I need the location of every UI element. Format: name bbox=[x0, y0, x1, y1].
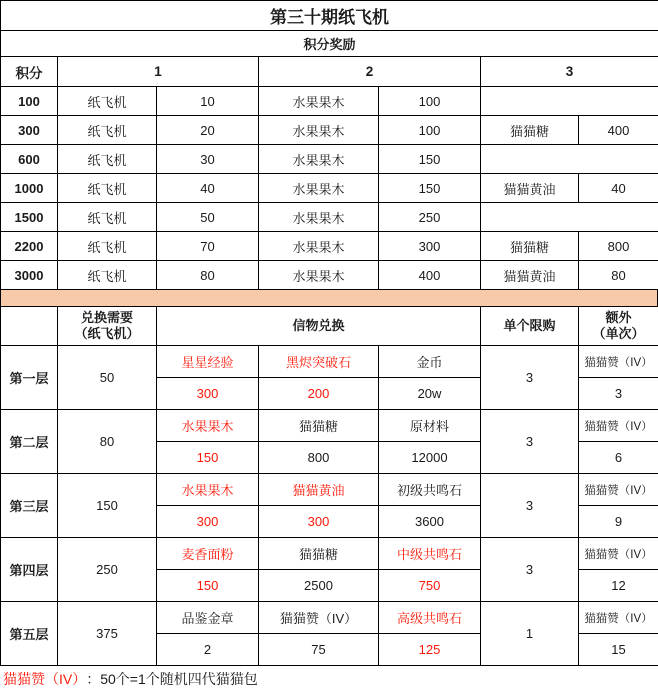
item-name-cell[interactable]: 水果果木 bbox=[157, 410, 259, 442]
extra-item-cell[interactable]: 猫猫赞（IV） bbox=[579, 346, 658, 378]
reward3-empty-cell[interactable] bbox=[481, 203, 658, 232]
col-header-group1[interactable]: 1 bbox=[58, 57, 259, 87]
reward3-item-cell[interactable]: 猫猫糖 bbox=[481, 232, 579, 261]
tier-limit-cell[interactable]: 3 bbox=[481, 474, 579, 538]
token-exchange-table bbox=[0, 306, 658, 666]
reward1-item-cell[interactable]: 纸飞机 bbox=[58, 261, 157, 290]
reward1-item-cell[interactable]: 纸飞机 bbox=[58, 116, 157, 145]
points-row-1500 bbox=[1, 203, 658, 232]
reward3-empty-cell[interactable] bbox=[481, 87, 658, 116]
tier-limit-cell[interactable]: 3 bbox=[481, 538, 579, 602]
extra-line1: 额外 bbox=[605, 309, 632, 325]
reward2-qty-cell[interactable]: 300 bbox=[379, 232, 481, 261]
reward1-item-cell[interactable]: 纸飞机 bbox=[58, 232, 157, 261]
item-qty-cell[interactable]: 75 bbox=[259, 634, 379, 666]
separator-band bbox=[0, 290, 658, 306]
reward1-item-cell[interactable]: 纸飞机 bbox=[58, 87, 157, 116]
reward2-qty-cell[interactable]: 100 bbox=[379, 116, 481, 145]
reward1-qty-cell[interactable]: 30 bbox=[157, 145, 259, 174]
reward3-qty-cell[interactable]: 40 bbox=[579, 174, 658, 203]
item-qty-cell[interactable]: 300 bbox=[157, 506, 259, 538]
reward1-item-cell[interactable]: 纸飞机 bbox=[58, 203, 157, 232]
reward2-qty-cell[interactable]: 400 bbox=[379, 261, 481, 290]
points-cell[interactable]: 1000 bbox=[1, 174, 58, 203]
reward1-qty-cell[interactable]: 10 bbox=[157, 87, 259, 116]
item-name-cell[interactable]: 星星经验 bbox=[157, 346, 259, 378]
item-name-cell[interactable]: 猫猫糖 bbox=[259, 410, 379, 442]
item-name-cell[interactable]: 品鉴金章 bbox=[157, 602, 259, 634]
tier-limit-cell[interactable]: 3 bbox=[481, 346, 579, 410]
reward3-item-cell[interactable]: 猫猫黄油 bbox=[481, 261, 579, 290]
tier-limit-cell[interactable]: 3 bbox=[481, 410, 579, 474]
footnote bbox=[0, 666, 658, 691]
item-qty-cell[interactable]: 125 bbox=[379, 634, 481, 666]
reward1-qty-cell[interactable]: 70 bbox=[157, 232, 259, 261]
reward3-qty-cell[interactable]: 800 bbox=[579, 232, 658, 261]
reward3-item-cell[interactable]: 猫猫糖 bbox=[481, 116, 579, 145]
points-cell[interactable]: 300 bbox=[1, 116, 58, 145]
tier-4-items-row bbox=[1, 538, 658, 570]
col-header-exchange-need[interactable] bbox=[58, 307, 157, 346]
extra-qty-cell[interactable]: 9 bbox=[579, 506, 658, 538]
footnote-highlight: 猫猫赞（IV） bbox=[3, 670, 87, 687]
item-name-cell[interactable]: 水果果木 bbox=[157, 474, 259, 506]
item-qty-cell[interactable]: 300 bbox=[157, 378, 259, 410]
reward2-qty-cell[interactable]: 150 bbox=[379, 145, 481, 174]
reward2-item-cell[interactable]: 水果果木 bbox=[259, 116, 379, 145]
extra-item-cell[interactable]: 猫猫赞（IV） bbox=[579, 602, 658, 634]
item-qty-cell[interactable]: 3600 bbox=[379, 506, 481, 538]
reward3-empty-cell[interactable] bbox=[481, 145, 658, 174]
tier-need-cell[interactable]: 50 bbox=[58, 346, 157, 410]
points-row-600 bbox=[1, 145, 658, 174]
extra-qty-cell[interactable]: 15 bbox=[579, 634, 658, 666]
col-header-group2[interactable]: 2 bbox=[259, 57, 481, 87]
reward2-item-cell[interactable]: 水果果木 bbox=[259, 261, 379, 290]
item-qty-cell[interactable]: 2500 bbox=[259, 570, 379, 602]
item-name-cell[interactable]: 高级共鸣石 bbox=[379, 602, 481, 634]
reward2-item-cell[interactable]: 水果果木 bbox=[259, 174, 379, 203]
exchange-need-line2: （纸飞机） bbox=[74, 326, 140, 341]
extra-item-cell[interactable]: 猫猫赞（IV） bbox=[579, 538, 658, 570]
item-qty-cell[interactable]: 2 bbox=[157, 634, 259, 666]
reward2-qty-cell[interactable]: 250 bbox=[379, 203, 481, 232]
reward1-qty-cell[interactable]: 40 bbox=[157, 174, 259, 203]
item-qty-cell[interactable]: 150 bbox=[157, 442, 259, 474]
corner-empty-cell[interactable] bbox=[1, 307, 58, 346]
reward1-item-cell[interactable]: 纸飞机 bbox=[58, 174, 157, 203]
points-cell[interactable]: 2200 bbox=[1, 232, 58, 261]
item-name-cell[interactable]: 原材料 bbox=[379, 410, 481, 442]
extra-qty-cell[interactable]: 6 bbox=[579, 442, 658, 474]
col-header-group3[interactable]: 3 bbox=[481, 57, 658, 87]
item-qty-cell[interactable]: 20w bbox=[379, 378, 481, 410]
tier-need-cell[interactable]: 80 bbox=[58, 410, 157, 474]
extra-item-cell[interactable]: 猫猫赞（IV） bbox=[579, 410, 658, 442]
points-row-3000 bbox=[1, 261, 658, 290]
exchange-need-line1: 兑换需要 bbox=[80, 309, 133, 325]
item-qty-cell[interactable]: 150 bbox=[157, 570, 259, 602]
tier-3-items-row bbox=[1, 474, 658, 506]
item-qty-cell[interactable]: 300 bbox=[259, 506, 379, 538]
tier-need-cell[interactable]: 150 bbox=[58, 474, 157, 538]
sheet-title: 第三十期纸飞机 bbox=[1, 1, 658, 31]
tier-label-cell[interactable]: 第四层 bbox=[1, 538, 58, 602]
reward1-item-cell[interactable]: 纸飞机 bbox=[58, 145, 157, 174]
reward2-qty-cell[interactable]: 150 bbox=[379, 174, 481, 203]
col-header-points[interactable]: 积分 bbox=[1, 57, 58, 87]
tier-2-items-row bbox=[1, 410, 658, 442]
tier-need-cell[interactable]: 375 bbox=[58, 602, 157, 666]
section-title-points-reward: 积分奖励 bbox=[1, 31, 658, 57]
reward1-qty-cell[interactable]: 50 bbox=[157, 203, 259, 232]
tier-label-cell[interactable]: 第三层 bbox=[1, 474, 58, 538]
tier-label-cell[interactable]: 第一层 bbox=[1, 346, 58, 410]
extra-qty-cell[interactable]: 3 bbox=[579, 378, 658, 410]
reward3-item-cell[interactable]: 猫猫黄油 bbox=[481, 174, 579, 203]
reward2-item-cell[interactable]: 水果果木 bbox=[259, 203, 379, 232]
reward2-item-cell[interactable]: 水果果木 bbox=[259, 145, 379, 174]
points-row-100 bbox=[1, 87, 658, 116]
tier-1-items-row bbox=[1, 346, 658, 378]
reward2-item-cell[interactable]: 水果果木 bbox=[259, 87, 379, 116]
extra-line2: （单次） bbox=[592, 326, 645, 341]
reward2-item-cell[interactable]: 水果果木 bbox=[259, 232, 379, 261]
points-row-300 bbox=[1, 116, 658, 145]
item-qty-cell[interactable]: 200 bbox=[259, 378, 379, 410]
points-cell[interactable]: 1500 bbox=[1, 203, 58, 232]
extra-item-cell[interactable]: 猫猫赞（IV） bbox=[579, 474, 658, 506]
tier-limit-cell[interactable]: 1 bbox=[481, 602, 579, 666]
reward2-qty-cell[interactable]: 100 bbox=[379, 87, 481, 116]
item-qty-cell[interactable]: 750 bbox=[379, 570, 481, 602]
footnote-text: ：50个=1个随机四代猫猫包 bbox=[86, 670, 258, 687]
reward1-qty-cell[interactable]: 20 bbox=[157, 116, 259, 145]
points-cell[interactable]: 100 bbox=[1, 87, 58, 116]
reward3-qty-cell[interactable]: 400 bbox=[579, 116, 658, 145]
col-header-extra[interactable] bbox=[579, 307, 658, 346]
points-cell[interactable]: 3000 bbox=[1, 261, 58, 290]
tier-5-items-row bbox=[1, 602, 658, 634]
tier-label-cell[interactable]: 第五层 bbox=[1, 602, 58, 666]
item-name-cell[interactable]: 猫猫糖 bbox=[259, 538, 379, 570]
points-reward-table bbox=[0, 0, 658, 290]
tier-label-cell[interactable]: 第二层 bbox=[1, 410, 58, 474]
item-qty-cell[interactable]: 800 bbox=[259, 442, 379, 474]
item-name-cell[interactable]: 金币 bbox=[379, 346, 481, 378]
col-header-purchase-limit[interactable]: 单个限购 bbox=[481, 307, 579, 346]
item-name-cell[interactable]: 中级共鸣石 bbox=[379, 538, 481, 570]
item-name-cell[interactable]: 黑烬突破石 bbox=[259, 346, 379, 378]
points-row-1000 bbox=[1, 174, 658, 203]
points-cell[interactable]: 600 bbox=[1, 145, 58, 174]
item-name-cell[interactable]: 猫猫黄油 bbox=[259, 474, 379, 506]
item-name-cell[interactable]: 初级共鸣石 bbox=[379, 474, 481, 506]
item-name-cell[interactable]: 麦香面粉 bbox=[157, 538, 259, 570]
extra-qty-cell[interactable]: 12 bbox=[579, 570, 658, 602]
points-row-2200 bbox=[1, 232, 658, 261]
col-header-token-exchange[interactable]: 信物兑换 bbox=[157, 307, 481, 346]
item-name-cell[interactable]: 猫猫赞（IV） bbox=[259, 602, 379, 634]
item-qty-cell[interactable]: 12000 bbox=[379, 442, 481, 474]
reward1-qty-cell[interactable]: 80 bbox=[157, 261, 259, 290]
tier-need-cell[interactable]: 250 bbox=[58, 538, 157, 602]
reward3-qty-cell[interactable]: 80 bbox=[579, 261, 658, 290]
